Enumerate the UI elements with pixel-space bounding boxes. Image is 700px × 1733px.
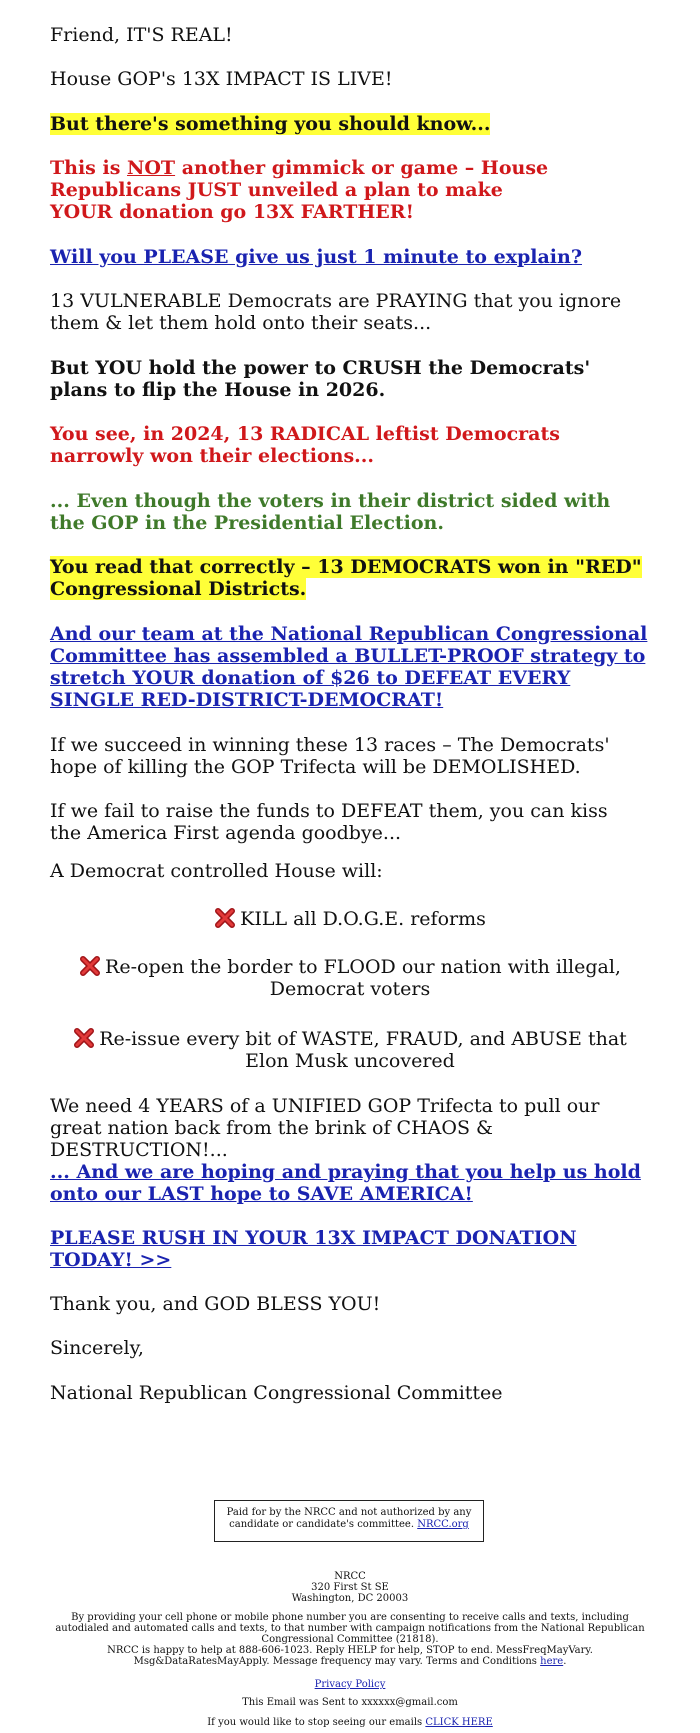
signature: National Republican Congressional Committee: [50, 1382, 503, 1404]
unified-paragraph: We need 4 YEARS of a UNIFIED GOP Trifecta to pull our great nation back from the brink of CHAOS & DESTRUCTION!...: [50, 1095, 600, 1161]
bullet-text: Re-issue every bit of WASTE, FRAUD, and ABUSE that Elon Musk uncovered: [99, 1028, 627, 1072]
help-text: NRCC is happy to help at 888-606-1023. Reply HELP for help, STOP to end. MessFreqMayVary. Msg&DataRatesMayApply. Message frequency may vary. Terms and Conditions here.: [107, 1645, 593, 1667]
bullet-item: [50, 907, 650, 930]
x-mark-icon: [73, 1027, 95, 1049]
thanks-line: Thank you, and GOD BLESS YOU!: [50, 1293, 381, 1315]
unsubscribe-line: If you would like to stop seeing our emails CLICK HERE: [207, 1717, 493, 1728]
strategy-link[interactable]: And our team at the National Republican Congressional Committee has assembled a BULLET-PROOF strategy to stretch YOUR donation of $26 to DEFEAT EVERY SINGLE RED-DISTRICT-DEMOCRAT!: [50, 623, 648, 711]
rush-donation-link[interactable]: PLEASE RUSH IN YOUR 13X IMPACT DONATION TODAY! >>: [50, 1227, 577, 1271]
unsubscribe-link[interactable]: CLICK HERE: [425, 1717, 493, 1728]
red-districts-paragraph: You read that correctly – 13 DEMOCRATS won in "RED" Congressional Districts.: [50, 556, 642, 600]
x-mark-icon: [79, 955, 101, 977]
paid-for-text: Paid for by the NRCC and not authorized by any candidate or candidate's committee.: [226, 1507, 472, 1530]
x-mark-icon: [214, 907, 236, 929]
live-line: House GOP's 13X IMPACT IS LIVE!: [50, 68, 393, 90]
not-emphasis: NOT: [127, 157, 176, 179]
privacy-policy-link[interactable]: Privacy Policy: [314, 1679, 386, 1690]
greeting: Friend, IT'S REAL!: [50, 24, 233, 46]
sent-to-text: This Email was Sent to xxxxxx@gmail.com: [242, 1697, 458, 1708]
voters-paragraph: ... Even though the voters in their district sided with the GOP in the Presidential Election.: [50, 490, 611, 534]
nrcc-link[interactable]: NRCC.org: [417, 1519, 469, 1530]
fail-paragraph: If we fail to raise the funds to DEFEAT them, you can kiss the America First agenda goodbye...: [50, 800, 608, 844]
sincerely-line: Sincerely,: [50, 1337, 144, 1359]
bullet-text: KILL all D.O.G.E. reforms: [240, 908, 486, 930]
consent-text: By providing your cell phone or mobile phone number you are consenting to receive calls and texts, including autodialed and automated calls and texts, to that number with campaign notifications from the National Republican Congressional Committee (21818).: [55, 1612, 645, 1645]
city-address: Washington, DC 20003: [291, 1593, 409, 1604]
vulnerable-paragraph: 13 VULNERABLE Democrats are PRAYING that you ignore them & let them hold onto their seats...: [50, 290, 622, 334]
gimmick-paragraph: This is NOT another gimmick or game – House Republicans JUST unveiled a plan to make YOUR donation go 13X FARTHER!: [50, 157, 549, 223]
explain-link[interactable]: Will you PLEASE give us just 1 minute to explain?: [50, 246, 582, 268]
controlled-line: A Democrat controlled House will:: [50, 860, 383, 882]
bullet-text: Re-open the border to FLOOD our nation with illegal, Democrat voters: [105, 956, 621, 1000]
power-paragraph: But YOU hold the power to CRUSH the Democrats' plans to flip the House in 2026.: [50, 357, 591, 401]
org-name: NRCC: [334, 1571, 366, 1582]
bullet-item: [50, 1027, 650, 1072]
know-line: But there's something you should know...: [50, 113, 491, 135]
terms-link[interactable]: here: [540, 1656, 564, 1667]
hope-link[interactable]: ... And we are hoping and praying that you help us hold onto our LAST hope to SAVE AMERICA!: [50, 1161, 641, 1205]
address-block: [50, 1571, 650, 1604]
bullet-item: [50, 955, 650, 1000]
disclaimer-box: [214, 1500, 484, 1542]
succeed-paragraph: If we succeed in winning these 13 races – The Democrats' hope of killing the GOP Trifecta will be DEMOLISHED.: [50, 734, 610, 778]
street-address: 320 First St SE: [311, 1582, 389, 1593]
radical-paragraph: You see, in 2024, 13 RADICAL leftist Democrats narrowly won their elections...: [50, 423, 560, 467]
